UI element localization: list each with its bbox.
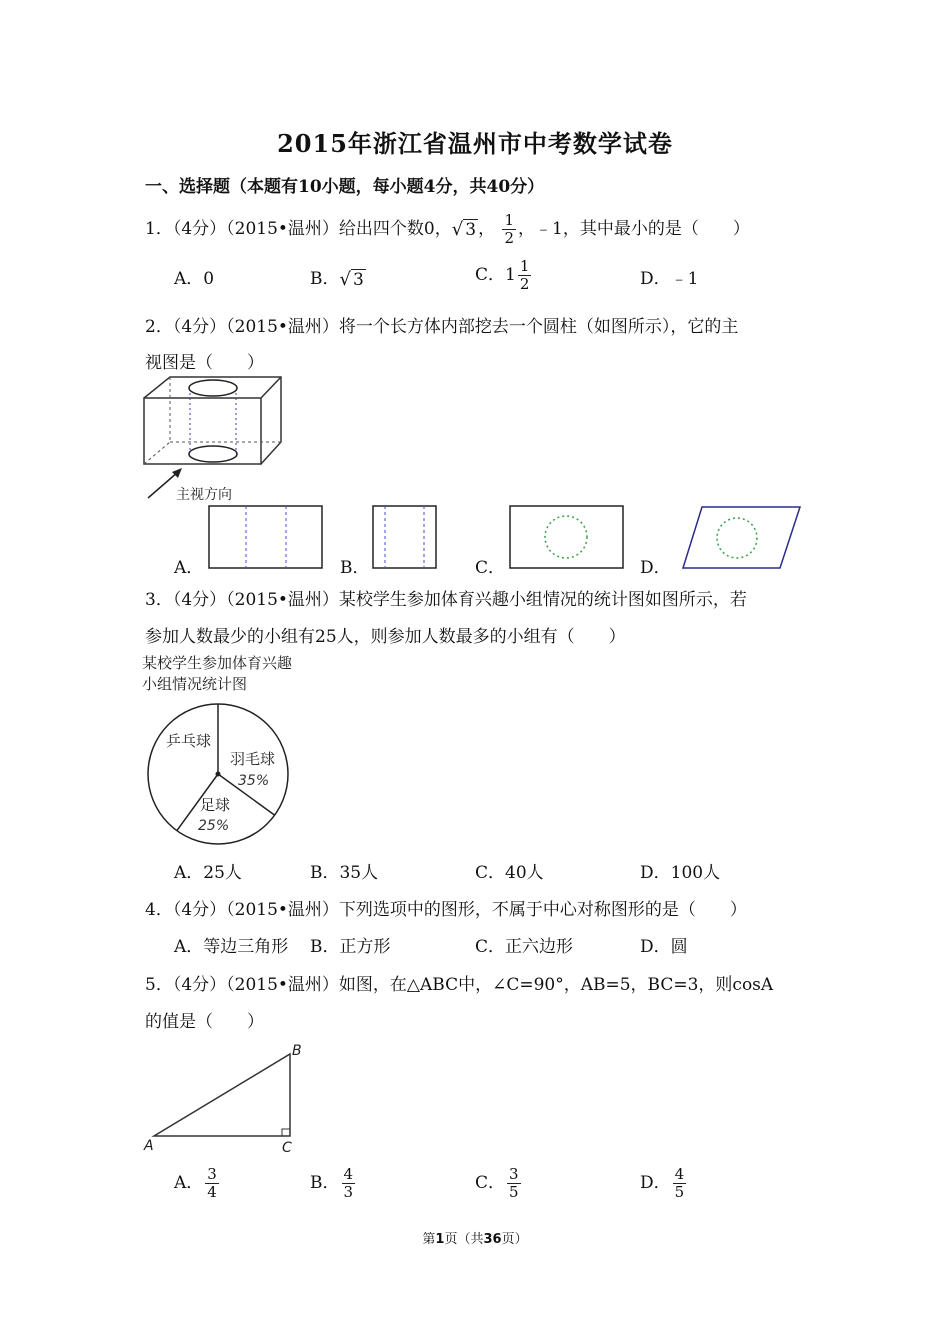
pie-value-badminton: 35% [238,773,270,789]
pie-chart [140,652,330,854]
question-3-line-1: 3．（4分）（2015•温州）某校学生参加体育兴趣小组情况的统计图如图所示，若 [145,590,747,610]
question-3-line-2: 参加人数最少的小组有25人，则参加人数最多的小组有（ ） [145,627,626,647]
page-footer: 第1页（共36页） [422,1232,528,1247]
q3-option-d[interactable]: D．100人 [640,863,721,883]
triangle-abc [154,1054,290,1136]
sqrt-3: √ 3 [451,219,477,240]
q2-option-d[interactable]: D． [640,558,671,578]
q5-option-b[interactable]: B． $\frac{4}{3}$ [310,1165,354,1201]
triangle-abc-figure [140,1040,320,1158]
vertex-b: B [292,1043,302,1059]
q4-option-c[interactable]: C．正六边形 [475,937,574,957]
question-5-line-2: 的值是（ ） [145,1012,264,1032]
q2-option-c-figure [507,503,627,571]
exam-title: 2015年浙江省温州市中考数学试卷 [277,129,673,158]
q5-option-c[interactable]: C． $\frac{3}{5}$ [475,1165,519,1201]
pie-value-football: 25% [198,818,230,834]
question-2-line-2: 视图是（ ） [145,353,264,373]
q3-option-a[interactable]: A．25人 [174,863,242,883]
vertex-c: C [282,1140,292,1156]
q5-option-d[interactable]: D． $\frac{4}{5}$ [640,1165,685,1201]
chart-title-line-2: 小组情况统计图 [142,675,248,693]
q1-option-b[interactable]: B．√ 3 [310,269,364,290]
view-direction-arrow [148,472,178,498]
fraction-one-half: $\frac{1}{2}$ [504,211,515,247]
q2-option-b[interactable]: B． [340,558,370,578]
q4-option-a[interactable]: A．等边三角形 [174,937,289,957]
pie-label-badminton: 羽毛球 [230,750,276,768]
vertex-a: A [144,1138,154,1154]
q1-suffix: ，﹣1，其中最小的是（ ） [518,219,750,239]
right-angle-mark [282,1129,290,1136]
q3-option-c[interactable]: C．40人 [475,863,544,883]
question-2-line-1: 2．（4分）（2015•温州）将一个长方体内部挖去一个圆柱（如图所示），它的主 [145,317,739,337]
pie-center [216,772,221,777]
view-direction-label: 主视方向 [176,487,232,503]
question-4: 4．（4分）（2015•温州）下列选项中的图形，不属于中心对称图形的是（ ） [145,900,747,920]
q2-option-c[interactable]: C． [475,558,506,578]
page-number: 1 [435,1232,445,1247]
q5-option-a[interactable]: A． $\frac{3}{4}$ [174,1165,217,1201]
chart-title-line-1: 某校学生参加体育兴趣 [142,654,293,672]
section-heading: 一、选择题（本题有10小题，每小题4分，共40分） [145,177,545,197]
q2-option-a[interactable]: A． [174,558,204,578]
cuboid-figure [140,372,290,504]
q1-option-a[interactable]: A．0 [174,269,215,289]
q2-option-a-figure [206,503,326,571]
q2-option-d-figure [680,503,804,571]
cylinder-top-ellipse [189,380,237,396]
cylinder-bottom-ellipse [189,446,237,462]
question-1: 1．（4分）（2015•温州）给出四个数0，√ 3 ， $\frac{1}{2}$ ，﹣1，其中最小的是（ ） [145,211,750,247]
q4-option-b[interactable]: B．正方形 [310,937,391,957]
pie-label-pingpong: 乒乓球 [166,732,212,750]
pie-label-football: 足球 [200,796,231,814]
q2-option-b-figure [370,503,440,571]
q4-option-d[interactable]: D．圆 [640,937,688,957]
question-5-line-1: 5．（4分）（2015•温州）如图，在△ABC中，∠C=90°，AB=5，BC=3，则cosA [145,975,774,995]
q1-option-c[interactable]: C．1 $\frac{1}{2}$ [475,257,530,293]
q1-option-d[interactable]: D．﹣1 [640,269,699,289]
q3-option-b[interactable]: B．35人 [310,863,379,883]
page-total: 36 [483,1232,502,1247]
q1-prefix: 1．（4分）（2015•温州）给出四个数0， [145,219,452,239]
